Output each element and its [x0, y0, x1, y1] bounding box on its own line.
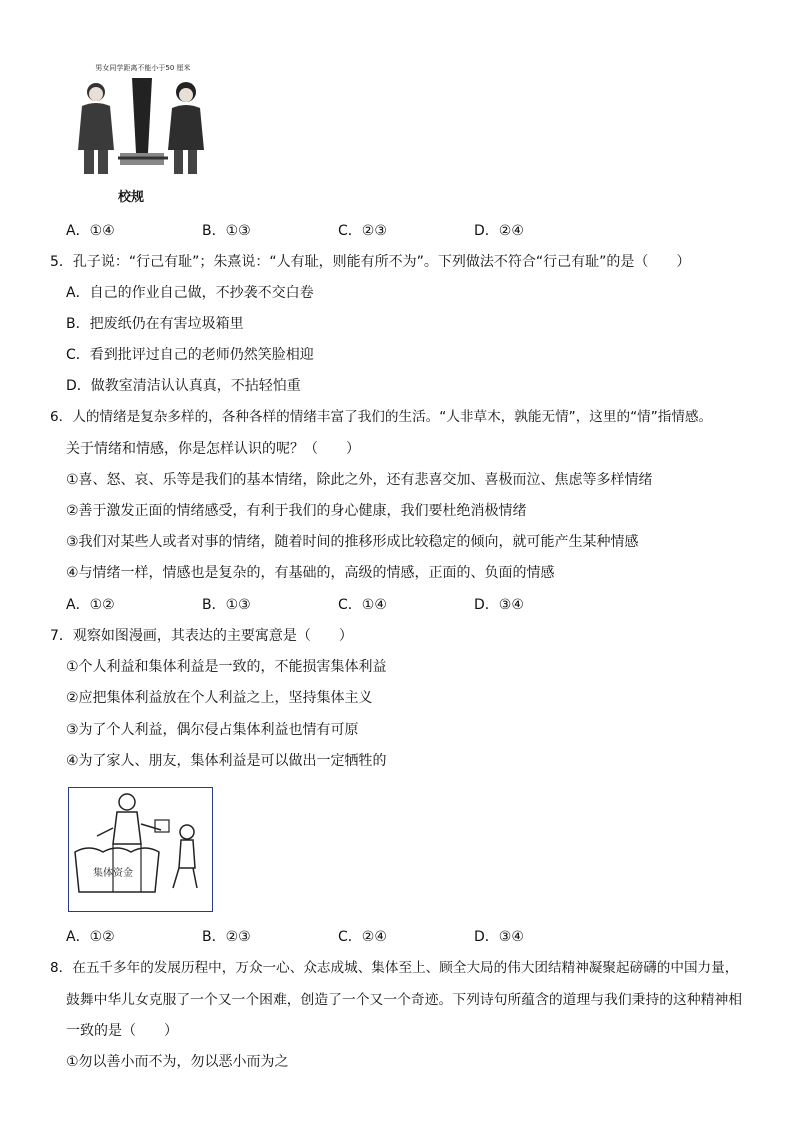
q4-option-b[interactable]: B．①③	[202, 223, 251, 239]
q6-option-b[interactable]: B．①③	[202, 597, 251, 613]
collective-fund-cartoon	[68, 787, 213, 912]
q6-option-d[interactable]: D．③④	[474, 597, 524, 613]
q5-stem: 5．孔子说：“行己有耻”；朱熹说：“人有耻，则能有所不为”。下列做法不符合“行己有耻”的是（ ）	[50, 254, 691, 270]
q4-option-c[interactable]: C．②③	[338, 223, 387, 239]
figure-label-school-rule: 校规	[118, 190, 145, 205]
q7-item-1: ①个人利益和集体利益是一致的，不能损害集体利益	[66, 659, 387, 675]
q8-stem-line1: 8．在五千多年的发展历程中，万众一心、众志成城、集体至上、顾全大局的伟大团结精神凝聚起磅礴的中国力量，	[50, 960, 739, 976]
q7-option-c[interactable]: C．②④	[338, 929, 387, 945]
q8-stem-line2: 鼓舞中华儿女克服了一个又一个困难，创造了一个又一个奇迹。下列诗句所蕴含的道理与我们秉持的这种精神相	[66, 992, 743, 1008]
q5-option-b[interactable]: B．把废纸仍在有害垃圾箱里	[66, 316, 244, 332]
q5-option-a[interactable]: A．自己的作业自己做，不抄袭不交白卷	[66, 285, 314, 301]
q7-option-b[interactable]: B．②③	[202, 929, 251, 945]
school-rule-cartoon	[68, 58, 218, 180]
q6-item-2: ②善于激发正面的情绪感受，有利于我们的身心健康，我们要杜绝消极情绪	[66, 503, 527, 519]
q8-item-1: ①勿以善小而不为，勿以恶小而为之	[66, 1054, 289, 1070]
figure-caption-top: 男女同学距离不能小于50 厘米	[95, 64, 191, 72]
q5-option-d[interactable]: D．做教室清洁认认真真，不拈轻怕重	[66, 378, 301, 394]
school-rule-illustration	[68, 58, 218, 180]
q7-stem: 7．观察如图漫画，其表达的主要寓意是（ ）	[50, 628, 353, 644]
q7-item-2: ②应把集体利益放在个人利益之上，坚持集体主义	[66, 690, 373, 706]
collective-fund-illustration	[69, 788, 211, 910]
q6-stem-line1: 6．人的情绪是复杂多样的，各种各样的情绪丰富了我们的生活。“人非草木，孰能无情”，这里的“情”指情感。	[50, 409, 713, 425]
q7-option-a[interactable]: A．①②	[66, 929, 115, 945]
q7-item-4: ④为了家人、朋友，集体利益是可以做出一定牺牲的	[66, 753, 387, 769]
q6-item-3: ③我们对某些人或者对事的情绪，随着时间的推移形成比较稳定的倾向，就可能产生某种情感	[66, 534, 639, 550]
q7-item-3: ③为了个人利益，偶尔侵占集体利益也情有可原	[66, 722, 359, 738]
q6-stem-line2: 关于情绪和情感，你是怎样认识的呢？（ ）	[66, 441, 360, 457]
q4-option-d[interactable]: D．②④	[474, 223, 524, 239]
q6-option-a[interactable]: A．①②	[66, 597, 115, 613]
q7-option-d[interactable]: D．③④	[474, 929, 524, 945]
q5-option-c[interactable]: C．看到批评过自己的老师仍然笑脸相迎	[66, 347, 314, 363]
q4-option-a[interactable]: A．①④	[66, 223, 115, 239]
q6-item-1: ①喜、怒、哀、乐等是我们的基本情绪，除此之外，还有悲喜交加、喜极而泣、焦虑等多样情绪	[66, 472, 653, 488]
collective-fund-label: 集体资金	[93, 868, 133, 879]
q6-item-4: ④与情绪一样，情感也是复杂的，有基础的，高级的情感，正面的、负面的情感	[66, 565, 555, 581]
q8-stem-line3: 一致的是（ ）	[66, 1023, 178, 1039]
q6-option-c[interactable]: C．①④	[338, 597, 387, 613]
